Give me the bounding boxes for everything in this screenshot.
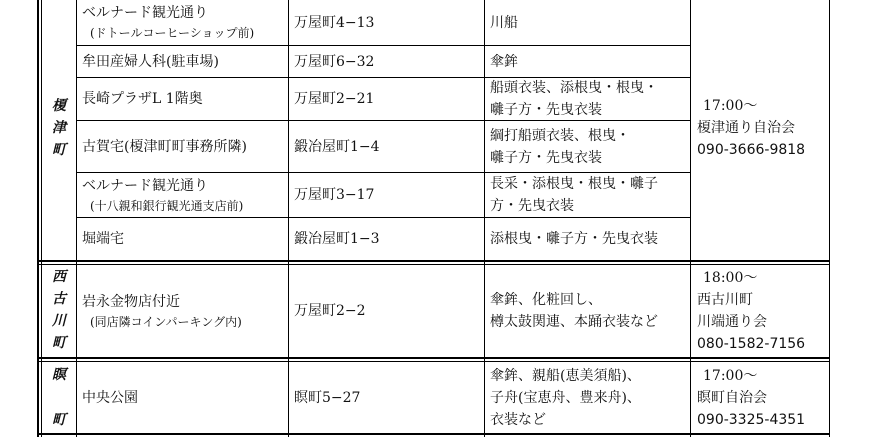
- place-cell: [82, 173, 286, 217]
- place-name: 古賀宅(榎津町町事務所隣): [82, 138, 247, 155]
- area-label-nishifurukawa: 西 古 川 町: [52, 269, 66, 351]
- contact-phone: 090-3325-4351: [697, 411, 806, 428]
- start-time: 17:00〜: [703, 98, 758, 114]
- start-time: 18:00〜: [703, 270, 758, 286]
- start-time: 17:00〜: [703, 367, 758, 384]
- content-cell: 船頭衣装、添根曳・根曳・ 囃子方・先曳衣装: [490, 80, 658, 118]
- content-cell: 添根曳・囃子方・先曳衣装: [490, 231, 658, 247]
- place-name: 堀端宅: [82, 231, 124, 247]
- border-left-outer: [37, 0, 39, 437]
- place-note: (ドトールコーヒーショップ前): [90, 26, 255, 40]
- address-cell: 万屋町4−13: [294, 14, 375, 31]
- content-cell: 傘鉾: [490, 53, 518, 70]
- place-cell: [82, 218, 286, 260]
- place-name: 長崎プラザL 1階奥: [82, 91, 203, 107]
- address-cell: 万屋町2−21: [294, 91, 375, 107]
- place-cell: [82, 78, 286, 120]
- border-left-inner: [41, 0, 42, 437]
- contact-cell: [697, 362, 827, 433]
- address-cell: 瞑町5−27: [294, 389, 361, 406]
- place-cell: [82, 0, 286, 45]
- place-name: ベルナード観光通り: [82, 5, 208, 21]
- contact-org: 榎津通り自治会: [697, 120, 795, 136]
- content-cell: 綱打船頭衣装、根曳・ 囃子方・先曳衣装: [490, 127, 630, 166]
- address-cell: 鍛冶屋町1−3: [294, 231, 380, 247]
- content-cell: 傘鉾、化粧回し、 樽太鼓関連、本踊衣装など: [490, 292, 658, 330]
- place-cell: [82, 362, 286, 433]
- address-cell: 万屋町3−17: [294, 187, 375, 203]
- content-cell: 長采・添根曳・根曳・囃子 方・先曳衣装: [490, 176, 658, 214]
- group-line: [37, 357, 830, 359]
- place-name: 中央公園: [82, 389, 138, 406]
- area-label-nigiwai: 瞑 町: [52, 367, 66, 428]
- place-note: (同店隣コインパーキング内): [90, 314, 242, 329]
- address-cell: 鍛冶屋町1−4: [294, 138, 380, 155]
- content-cell: 傘鉾、親船(恵美須船)、 子舟(宝恵舟、豊来舟)、 衣装など: [490, 367, 641, 428]
- place-name: ベルナード観光通り: [82, 177, 208, 194]
- place-cell: [82, 46, 286, 77]
- contact-cell: [697, 92, 827, 164]
- place-name: 牟田産婦人科(駐車場): [82, 53, 219, 70]
- place-note: (十八親和銀行観光通支店前): [90, 198, 244, 213]
- place-name: 岩永金物店付近: [82, 293, 180, 310]
- place-cell: [82, 265, 286, 357]
- col-line-address: [484, 0, 485, 437]
- border-bottom: [37, 433, 830, 435]
- area-label-enokizu: 榎 津 町: [52, 98, 66, 158]
- address-cell: 万屋町2−2: [294, 303, 366, 319]
- address-cell: 万屋町6−32: [294, 53, 375, 70]
- contact-cell: [697, 265, 827, 357]
- place-cell: [82, 121, 286, 172]
- content-cell: 川船: [490, 14, 518, 31]
- border-right: [829, 0, 830, 437]
- col-line-area: [76, 0, 77, 437]
- contact-org: 西古川町: [697, 292, 753, 308]
- group-line: [37, 260, 830, 262]
- contact-phone: 080-1582-7156: [697, 336, 806, 352]
- contact-org-2: 川端通り会: [697, 314, 767, 330]
- contact-org: 瞑町自治会: [697, 389, 767, 406]
- contact-phone: 090-3666-9818: [697, 142, 806, 158]
- col-line-content: [690, 0, 691, 437]
- col-line-place: [288, 0, 289, 437]
